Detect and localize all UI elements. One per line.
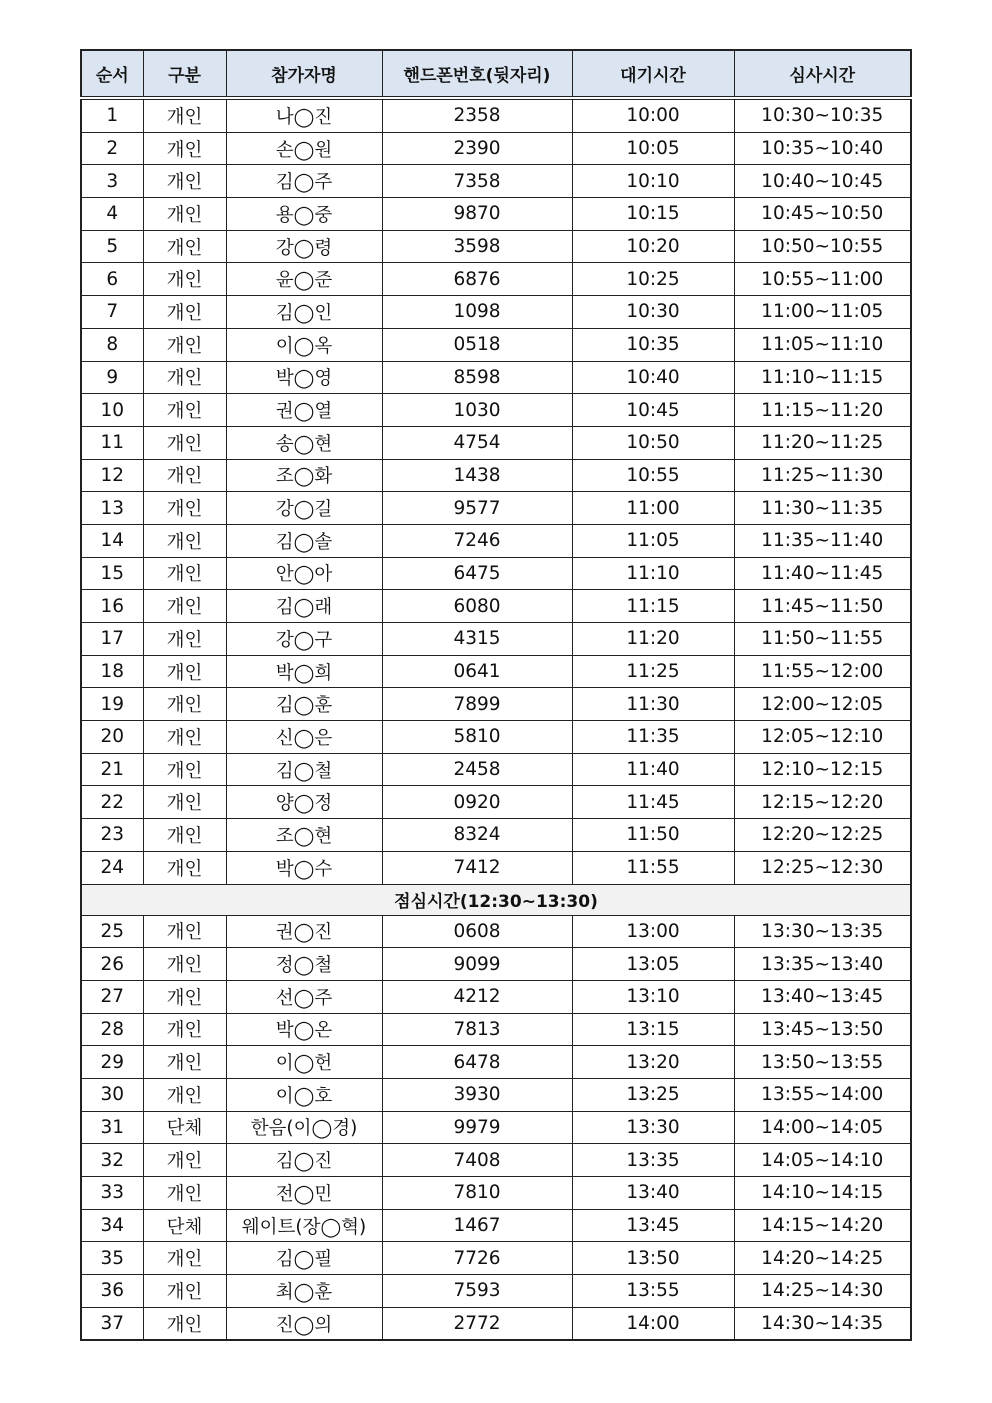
cell-order: 1 [81, 98, 143, 132]
cell-review-time: 10:45~10:50 [734, 198, 911, 231]
cell-review-time: 12:20~12:25 [734, 819, 911, 852]
cell-phone: 0920 [382, 786, 572, 819]
cell-review-time: 13:30~13:35 [734, 915, 911, 948]
cell-wait-time: 10:45 [572, 394, 734, 427]
cell-phone: 0608 [382, 915, 572, 948]
cell-review-time: 12:15~12:20 [734, 786, 911, 819]
cell-order: 30 [81, 1078, 143, 1111]
cell-order: 24 [81, 851, 143, 884]
header-phone: 핸드폰번호(뒷자리) [382, 50, 572, 98]
cell-review-time: 10:40~10:45 [734, 165, 911, 198]
cell-type: 개인 [143, 1275, 226, 1308]
cell-order: 18 [81, 655, 143, 688]
cell-wait-time: 10:50 [572, 426, 734, 459]
cell-review-time: 14:25~14:30 [734, 1275, 911, 1308]
cell-phone: 0641 [382, 655, 572, 688]
cell-order: 29 [81, 1046, 143, 1079]
cell-order: 21 [81, 753, 143, 786]
cell-name: 김◯인 [226, 296, 382, 329]
cell-order: 28 [81, 1013, 143, 1046]
cell-review-time: 10:50~10:55 [734, 230, 911, 263]
cell-name: 웨이트(장◯혁) [226, 1209, 382, 1242]
cell-type: 개인 [143, 165, 226, 198]
header-review-time: 심사시간 [734, 50, 911, 98]
cell-wait-time: 11:50 [572, 819, 734, 852]
cell-wait-time: 14:00 [572, 1307, 734, 1340]
table-row [81, 721, 911, 754]
cell-wait-time: 11:40 [572, 753, 734, 786]
cell-review-time: 13:50~13:55 [734, 1046, 911, 1079]
cell-order: 19 [81, 688, 143, 721]
table-row [81, 590, 911, 623]
table-row [81, 394, 911, 427]
cell-order: 27 [81, 980, 143, 1013]
cell-phone: 7593 [382, 1275, 572, 1308]
cell-name: 김◯래 [226, 590, 382, 623]
header-name: 참가자명 [226, 50, 382, 98]
cell-wait-time: 13:10 [572, 980, 734, 1013]
cell-review-time: 12:05~12:10 [734, 721, 911, 754]
cell-phone: 7408 [382, 1144, 572, 1177]
cell-type: 개인 [143, 328, 226, 361]
table-row [81, 198, 911, 231]
cell-name: 김◯필 [226, 1242, 382, 1275]
cell-type: 단체 [143, 1209, 226, 1242]
cell-phone: 9577 [382, 492, 572, 525]
table-row [81, 980, 911, 1013]
cell-type: 개인 [143, 1177, 226, 1210]
cell-name: 강◯령 [226, 230, 382, 263]
cell-phone: 7358 [382, 165, 572, 198]
table-row [81, 296, 911, 329]
cell-name: 최◯훈 [226, 1275, 382, 1308]
schedule-table [80, 49, 912, 1341]
cell-name: 권◯진 [226, 915, 382, 948]
cell-type: 개인 [143, 1144, 226, 1177]
cell-wait-time: 11:55 [572, 851, 734, 884]
cell-type: 개인 [143, 132, 226, 165]
cell-order: 32 [81, 1144, 143, 1177]
cell-name: 송◯현 [226, 426, 382, 459]
cell-name: 이◯옥 [226, 328, 382, 361]
cell-wait-time: 13:05 [572, 948, 734, 981]
table-row [81, 819, 911, 852]
table-row [81, 948, 911, 981]
cell-name: 김◯철 [226, 753, 382, 786]
cell-name: 조◯화 [226, 459, 382, 492]
table-row [81, 230, 911, 263]
cell-order: 10 [81, 394, 143, 427]
cell-review-time: 11:30~11:35 [734, 492, 911, 525]
cell-wait-time: 10:10 [572, 165, 734, 198]
cell-phone: 6080 [382, 590, 572, 623]
cell-wait-time: 13:25 [572, 1078, 734, 1111]
cell-name: 윤◯준 [226, 263, 382, 296]
cell-review-time: 14:30~14:35 [734, 1307, 911, 1340]
table-row [81, 1078, 911, 1111]
table-row [81, 328, 911, 361]
cell-type: 개인 [143, 980, 226, 1013]
cell-review-time: 10:30~10:35 [734, 98, 911, 132]
table-row [81, 165, 911, 198]
table-row [81, 688, 911, 721]
cell-review-time: 12:00~12:05 [734, 688, 911, 721]
table-row [81, 1013, 911, 1046]
cell-order: 33 [81, 1177, 143, 1210]
cell-phone: 6876 [382, 263, 572, 296]
cell-phone: 9099 [382, 948, 572, 981]
cell-review-time: 11:40~11:45 [734, 557, 911, 590]
cell-type: 개인 [143, 1013, 226, 1046]
cell-order: 26 [81, 948, 143, 981]
cell-phone: 4212 [382, 980, 572, 1013]
cell-phone: 2390 [382, 132, 572, 165]
table-row [81, 263, 911, 296]
table-row [81, 1307, 911, 1340]
cell-phone: 1098 [382, 296, 572, 329]
cell-type: 개인 [143, 590, 226, 623]
cell-type: 단체 [143, 1111, 226, 1144]
cell-type: 개인 [143, 426, 226, 459]
cell-type: 개인 [143, 557, 226, 590]
table-row [81, 1046, 911, 1079]
cell-type: 개인 [143, 98, 226, 132]
cell-review-time: 11:15~11:20 [734, 394, 911, 427]
cell-type: 개인 [143, 851, 226, 884]
cell-name: 이◯헌 [226, 1046, 382, 1079]
table-row [81, 1177, 911, 1210]
cell-type: 개인 [143, 1242, 226, 1275]
cell-wait-time: 10:25 [572, 263, 734, 296]
cell-review-time: 11:55~12:00 [734, 655, 911, 688]
cell-order: 4 [81, 198, 143, 231]
cell-wait-time: 10:30 [572, 296, 734, 329]
cell-wait-time: 13:35 [572, 1144, 734, 1177]
cell-wait-time: 10:00 [572, 98, 734, 132]
cell-name: 한음(이◯경) [226, 1111, 382, 1144]
cell-order: 8 [81, 328, 143, 361]
cell-wait-time: 10:20 [572, 230, 734, 263]
cell-type: 개인 [143, 786, 226, 819]
cell-type: 개인 [143, 623, 226, 656]
table-row [81, 851, 911, 884]
cell-name: 박◯영 [226, 361, 382, 394]
cell-type: 개인 [143, 263, 226, 296]
cell-name: 박◯수 [226, 851, 382, 884]
cell-name: 진◯의 [226, 1307, 382, 1340]
cell-order: 23 [81, 819, 143, 852]
cell-name: 용◯중 [226, 198, 382, 231]
cell-phone: 4754 [382, 426, 572, 459]
table-row [81, 426, 911, 459]
table-row [81, 786, 911, 819]
cell-wait-time: 11:45 [572, 786, 734, 819]
table-row [81, 459, 911, 492]
cell-wait-time: 11:25 [572, 655, 734, 688]
cell-name: 신◯은 [226, 721, 382, 754]
cell-name: 박◯온 [226, 1013, 382, 1046]
cell-review-time: 14:00~14:05 [734, 1111, 911, 1144]
table-body [81, 98, 911, 1340]
cell-order: 17 [81, 623, 143, 656]
cell-name: 정◯철 [226, 948, 382, 981]
table-row [81, 915, 911, 948]
cell-order: 5 [81, 230, 143, 263]
cell-review-time: 14:15~14:20 [734, 1209, 911, 1242]
cell-order: 9 [81, 361, 143, 394]
cell-order: 14 [81, 524, 143, 557]
cell-wait-time: 13:30 [572, 1111, 734, 1144]
table-row [81, 98, 911, 132]
cell-review-time: 14:05~14:10 [734, 1144, 911, 1177]
cell-review-time: 12:25~12:30 [734, 851, 911, 884]
cell-order: 15 [81, 557, 143, 590]
cell-wait-time: 11:15 [572, 590, 734, 623]
table-row [81, 492, 911, 525]
cell-wait-time: 13:20 [572, 1046, 734, 1079]
cell-order: 7 [81, 296, 143, 329]
cell-type: 개인 [143, 198, 226, 231]
cell-phone: 9979 [382, 1111, 572, 1144]
cell-review-time: 11:35~11:40 [734, 524, 911, 557]
cell-order: 22 [81, 786, 143, 819]
cell-name: 양◯정 [226, 786, 382, 819]
cell-phone: 7412 [382, 851, 572, 884]
table-row [81, 655, 911, 688]
cell-wait-time: 11:20 [572, 623, 734, 656]
cell-phone: 7246 [382, 524, 572, 557]
cell-type: 개인 [143, 524, 226, 557]
table-row [81, 361, 911, 394]
cell-order: 37 [81, 1307, 143, 1340]
cell-type: 개인 [143, 753, 226, 786]
cell-review-time: 11:10~11:15 [734, 361, 911, 394]
cell-wait-time: 13:50 [572, 1242, 734, 1275]
cell-type: 개인 [143, 655, 226, 688]
cell-name: 나◯진 [226, 98, 382, 132]
header-row [81, 50, 911, 98]
cell-wait-time: 10:40 [572, 361, 734, 394]
cell-name: 전◯민 [226, 1177, 382, 1210]
table-row [81, 1111, 911, 1144]
cell-review-time: 14:20~14:25 [734, 1242, 911, 1275]
table-row [81, 557, 911, 590]
cell-phone: 2458 [382, 753, 572, 786]
cell-wait-time: 11:10 [572, 557, 734, 590]
cell-phone: 8324 [382, 819, 572, 852]
cell-wait-time: 10:55 [572, 459, 734, 492]
cell-name: 김◯진 [226, 1144, 382, 1177]
cell-review-time: 10:35~10:40 [734, 132, 911, 165]
cell-type: 개인 [143, 394, 226, 427]
header-type: 구분 [143, 50, 226, 98]
cell-wait-time: 10:05 [572, 132, 734, 165]
cell-phone: 0518 [382, 328, 572, 361]
cell-name: 권◯열 [226, 394, 382, 427]
table-row [81, 623, 911, 656]
cell-type: 개인 [143, 1046, 226, 1079]
cell-order: 36 [81, 1275, 143, 1308]
cell-type: 개인 [143, 948, 226, 981]
table-row [81, 132, 911, 165]
cell-order: 12 [81, 459, 143, 492]
cell-review-time: 14:10~14:15 [734, 1177, 911, 1210]
cell-wait-time: 13:15 [572, 1013, 734, 1046]
cell-name: 김◯주 [226, 165, 382, 198]
cell-order: 16 [81, 590, 143, 623]
cell-wait-time: 13:40 [572, 1177, 734, 1210]
cell-review-time: 12:10~12:15 [734, 753, 911, 786]
cell-phone: 3598 [382, 230, 572, 263]
cell-type: 개인 [143, 1307, 226, 1340]
cell-phone: 3930 [382, 1078, 572, 1111]
cell-phone: 9870 [382, 198, 572, 231]
cell-order: 20 [81, 721, 143, 754]
cell-order: 2 [81, 132, 143, 165]
cell-name: 김◯훈 [226, 688, 382, 721]
cell-order: 13 [81, 492, 143, 525]
cell-order: 34 [81, 1209, 143, 1242]
cell-type: 개인 [143, 688, 226, 721]
cell-phone: 7726 [382, 1242, 572, 1275]
cell-order: 11 [81, 426, 143, 459]
cell-name: 손◯원 [226, 132, 382, 165]
lunch-break-label: 점심시간(12:30~13:30) [81, 884, 911, 915]
cell-review-time: 11:00~11:05 [734, 296, 911, 329]
cell-wait-time: 11:00 [572, 492, 734, 525]
cell-wait-time: 10:35 [572, 328, 734, 361]
cell-phone: 1030 [382, 394, 572, 427]
cell-name: 강◯길 [226, 492, 382, 525]
cell-phone: 4315 [382, 623, 572, 656]
cell-type: 개인 [143, 721, 226, 754]
cell-type: 개인 [143, 1078, 226, 1111]
cell-wait-time: 11:05 [572, 524, 734, 557]
cell-wait-time: 13:45 [572, 1209, 734, 1242]
cell-wait-time: 11:30 [572, 688, 734, 721]
cell-type: 개인 [143, 361, 226, 394]
cell-phone: 5810 [382, 721, 572, 754]
cell-type: 개인 [143, 915, 226, 948]
table-row [81, 524, 911, 557]
cell-type: 개인 [143, 230, 226, 263]
cell-order: 35 [81, 1242, 143, 1275]
cell-name: 강◯구 [226, 623, 382, 656]
cell-name: 선◯주 [226, 980, 382, 1013]
table-row [81, 1209, 911, 1242]
cell-phone: 7810 [382, 1177, 572, 1210]
cell-review-time: 11:45~11:50 [734, 590, 911, 623]
header-wait-time: 대기시간 [572, 50, 734, 98]
cell-review-time: 13:35~13:40 [734, 948, 911, 981]
cell-type: 개인 [143, 492, 226, 525]
cell-phone: 7813 [382, 1013, 572, 1046]
cell-wait-time: 10:15 [572, 198, 734, 231]
cell-name: 김◯솔 [226, 524, 382, 557]
cell-review-time: 13:40~13:45 [734, 980, 911, 1013]
cell-review-time: 11:25~11:30 [734, 459, 911, 492]
cell-phone: 1438 [382, 459, 572, 492]
cell-name: 안◯아 [226, 557, 382, 590]
cell-wait-time: 13:00 [572, 915, 734, 948]
lunch-break-row [81, 884, 911, 915]
cell-order: 6 [81, 263, 143, 296]
cell-phone: 6475 [382, 557, 572, 590]
table-row [81, 753, 911, 786]
header-order: 순서 [81, 50, 143, 98]
cell-phone: 8598 [382, 361, 572, 394]
cell-phone: 2358 [382, 98, 572, 132]
cell-wait-time: 13:55 [572, 1275, 734, 1308]
cell-order: 25 [81, 915, 143, 948]
cell-name: 이◯호 [226, 1078, 382, 1111]
cell-wait-time: 11:35 [572, 721, 734, 754]
cell-phone: 1467 [382, 1209, 572, 1242]
cell-name: 박◯희 [226, 655, 382, 688]
cell-review-time: 10:55~11:00 [734, 263, 911, 296]
cell-phone: 2772 [382, 1307, 572, 1340]
cell-phone: 7899 [382, 688, 572, 721]
table-row [81, 1242, 911, 1275]
cell-type: 개인 [143, 296, 226, 329]
cell-order: 31 [81, 1111, 143, 1144]
cell-type: 개인 [143, 459, 226, 492]
cell-name: 조◯현 [226, 819, 382, 852]
cell-phone: 6478 [382, 1046, 572, 1079]
table-row [81, 1144, 911, 1177]
cell-review-time: 11:05~11:10 [734, 328, 911, 361]
cell-review-time: 11:50~11:55 [734, 623, 911, 656]
cell-review-time: 11:20~11:25 [734, 426, 911, 459]
table-row [81, 1275, 911, 1308]
cell-order: 3 [81, 165, 143, 198]
cell-review-time: 13:55~14:00 [734, 1078, 911, 1111]
cell-type: 개인 [143, 819, 226, 852]
cell-review-time: 13:45~13:50 [734, 1013, 911, 1046]
